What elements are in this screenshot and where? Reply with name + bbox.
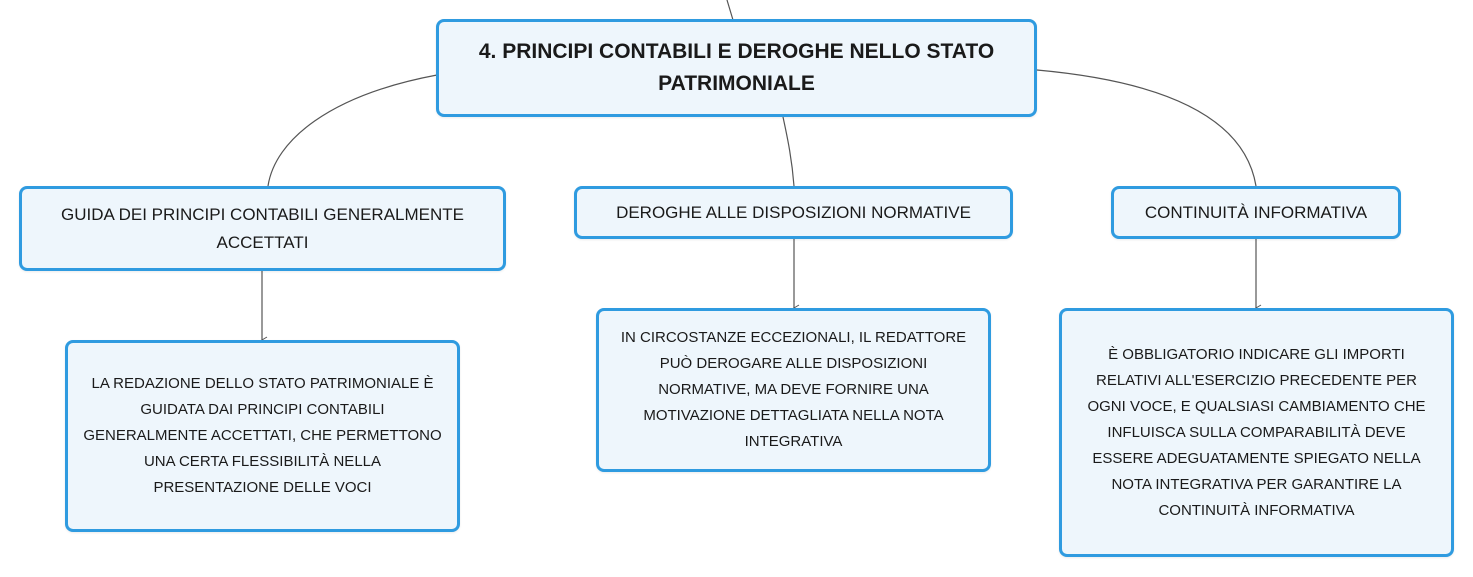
detail-node-continuita[interactable] [1059,308,1454,557]
detail-text: LA REDAZIONE DELLO STATO PATRIMONIALE È GUIDATA DAI PRINCIPI CONTABILI GENERALMENTE ACCETTATI, CHE PERMETTONO UNA CERTA FLESSIBILITÀ NELLA PRESENTAZIONE DELLE VOCI [83,375,442,496]
topic-node-continuita[interactable] [1111,186,1401,239]
detail-node-principi-contabili[interactable] [65,340,460,532]
detail-text: È OBBLIGATORIO INDICARE GLI IMPORTI RELATIVI ALL'ESERCIZIO PRECEDENTE PER OGNI VOCE, E QUALSIASI CAMBIAMENTO CHE INFLUISCA SULLA COMPARABILITÀ DEVE ESSERE ADEGUATAMENTE SPIEGATO NELLA NOTA INTEGRATIVA PER GARANTIRE LA CONTINUITÀ INFORMATIVA [1087,345,1426,519]
topic-label: DEROGHE ALLE DISPOSIZIONI NORMATIVE [616,202,971,222]
connector-root-to-topic-3 [1037,70,1256,186]
root-title: 4. PRINCIPI CONTABILI E DEROGHE NELLO STATO PATRIMONIALE [478,40,995,95]
connector-root-to-topic-2 [783,117,794,186]
topic-node-deroghe[interactable] [574,186,1013,239]
topic-node-principi-contabili[interactable] [19,186,506,271]
topic-label: GUIDA DEI PRINCIPI CONTABILI GENERALMENTE ACCETTATI [60,204,465,252]
connector-parent-to-root [727,0,733,20]
detail-node-deroghe[interactable] [596,308,991,472]
connector-root-to-topic-1 [268,75,437,186]
topic-label: CONTINUITÀ INFORMATIVA [1144,202,1368,222]
detail-text: IN CIRCOSTANZE ECCEZIONALI, IL REDATTORE PUÒ DEROGARE ALLE DISPOSIZIONI NORMATIVE, MA DEVE FORNIRE UNA MOTIVAZIONE DETTAGLIATA NELLA NOTA INTEGRATIVA [620,329,967,450]
root-node[interactable] [436,19,1037,117]
